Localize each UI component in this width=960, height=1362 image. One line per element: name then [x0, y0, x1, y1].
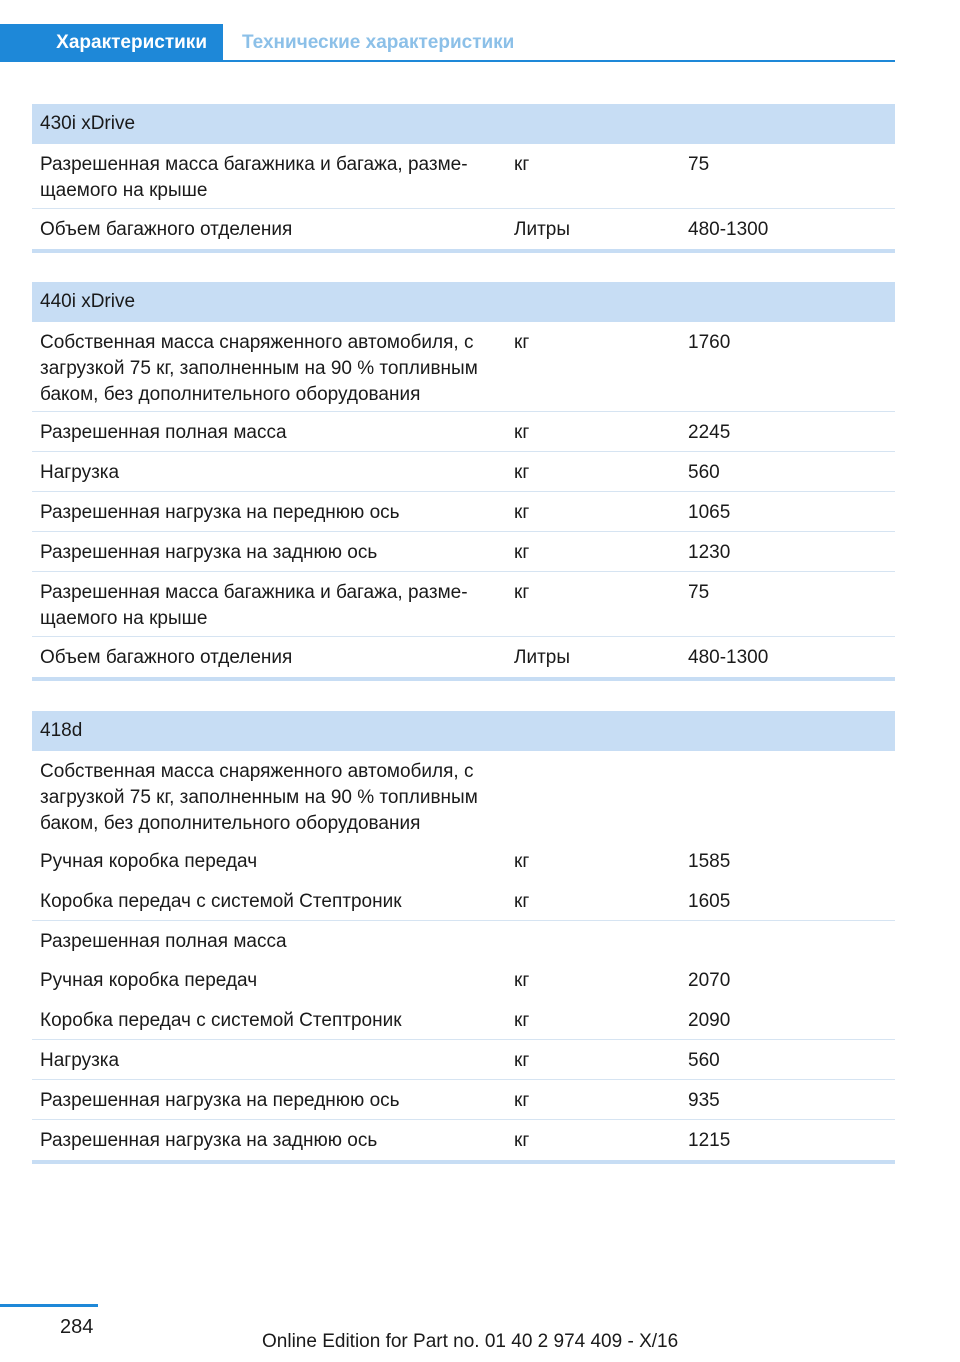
row-unit: кг [514, 1130, 530, 1151]
section-title: 430i xDrive [32, 104, 895, 144]
row-value: 75 [688, 582, 710, 603]
row-unit [506, 921, 680, 960]
table-row [32, 492, 895, 532]
table-row [32, 532, 895, 572]
row-value: 1215 [688, 1130, 731, 1151]
row-value: 935 [688, 1090, 720, 1111]
row-value: 2090 [688, 1010, 731, 1031]
row-unit: кг [514, 1050, 530, 1071]
spec-table-440i [32, 282, 895, 681]
table-row [32, 921, 895, 960]
section-end-bar [32, 677, 895, 681]
row-value: 1605 [688, 891, 731, 912]
header-divider [0, 60, 895, 62]
table-row [32, 1080, 895, 1120]
page-header [0, 24, 895, 62]
row-value [680, 921, 895, 960]
row-label: Разрешенная нагрузка на переднюю ось [40, 502, 400, 523]
section-end-bar [32, 1160, 895, 1164]
table-row [32, 881, 895, 921]
row-label: Разрешенная полная масса [40, 931, 287, 952]
table-row [32, 1000, 895, 1040]
row-label: Объем багажного отделения [40, 219, 293, 240]
row-unit: Литры [514, 647, 571, 668]
row-label: Коробка передач с системой Стептроник [40, 891, 402, 912]
table-row [32, 637, 895, 677]
row-label: Ручная коробка передач [40, 970, 258, 991]
footer-accent-line [0, 1304, 98, 1307]
row-unit: кг [514, 1010, 530, 1031]
row-unit: кг [514, 970, 530, 991]
row-label: Собственная масса снаряженного автомобиля, с загрузкой 75 кг, заполненным на 90 % топливным баком, без дополнительного оборудования [40, 761, 478, 834]
section-title: 440i xDrive [32, 282, 895, 322]
row-label: Объем багажного отделения [40, 647, 293, 668]
row-unit: кг [514, 542, 530, 563]
row-unit: кг [514, 332, 530, 353]
row-unit: кг [514, 154, 530, 175]
table-row [32, 1120, 895, 1160]
table-row [32, 1040, 895, 1080]
row-unit: кг [514, 422, 530, 443]
row-value: 560 [688, 462, 720, 483]
spec-table-430i [32, 104, 895, 253]
edition-note: Online Edition for Part no. 01 40 2 974 409 - X/16 [262, 1331, 679, 1352]
row-value: 480-1300 [688, 647, 769, 668]
table-row [32, 452, 895, 492]
section-title: 418d [32, 711, 895, 751]
row-unit: кг [514, 851, 530, 872]
table-row [32, 209, 895, 249]
row-unit: кг [514, 1090, 530, 1111]
tab-characteristics[interactable]: Характеристики [0, 24, 223, 62]
row-value: 560 [688, 1050, 720, 1071]
row-value: 75 [688, 154, 710, 175]
row-value: 1760 [688, 332, 731, 353]
row-label: Разрешенная масса багажника и багажа, разме-щаемого на крыше [40, 154, 468, 201]
row-label: Разрешенная полная масса [40, 422, 287, 443]
row-value: 1230 [688, 542, 731, 563]
row-label: Нагрузка [40, 462, 120, 483]
row-value: 1585 [688, 851, 731, 872]
tab-technical-characteristics[interactable]: Технические характеристики [242, 32, 515, 53]
table-row [32, 960, 895, 1000]
table-row [32, 322, 895, 412]
row-unit: кг [514, 502, 530, 523]
row-unit: Литры [514, 219, 571, 240]
row-unit: кг [514, 462, 530, 483]
page-number: 284 [60, 1316, 94, 1338]
table-row [32, 751, 895, 841]
table-row [32, 841, 895, 881]
row-label: Собственная масса снаряженного автомобиля, с загрузкой 75 кг, заполненным на 90 % топливным баком, без дополнительного оборудования [40, 332, 478, 405]
spec-table-418d [32, 711, 895, 1164]
table-row [32, 412, 895, 452]
row-value: 480-1300 [688, 219, 769, 240]
row-unit: кг [514, 891, 530, 912]
row-label: Коробка передач с системой Стептроник [40, 1010, 402, 1031]
table-row [32, 572, 895, 637]
row-label: Разрешенная масса багажника и багажа, разме-щаемого на крыше [40, 582, 468, 629]
section-end-bar [32, 249, 895, 253]
row-label: Ручная коробка передач [40, 851, 258, 872]
row-unit: кг [514, 582, 530, 603]
row-value: 1065 [688, 502, 731, 523]
row-value: 2245 [688, 422, 731, 443]
row-unit [506, 751, 680, 841]
row-label: Разрешенная нагрузка на заднюю ось [40, 542, 378, 563]
row-label: Разрешенная нагрузка на заднюю ось [40, 1130, 378, 1151]
row-value [680, 751, 895, 841]
row-value: 2070 [688, 970, 731, 991]
row-label: Нагрузка [40, 1050, 120, 1071]
table-row [32, 144, 895, 209]
row-label: Разрешенная нагрузка на переднюю ось [40, 1090, 400, 1111]
